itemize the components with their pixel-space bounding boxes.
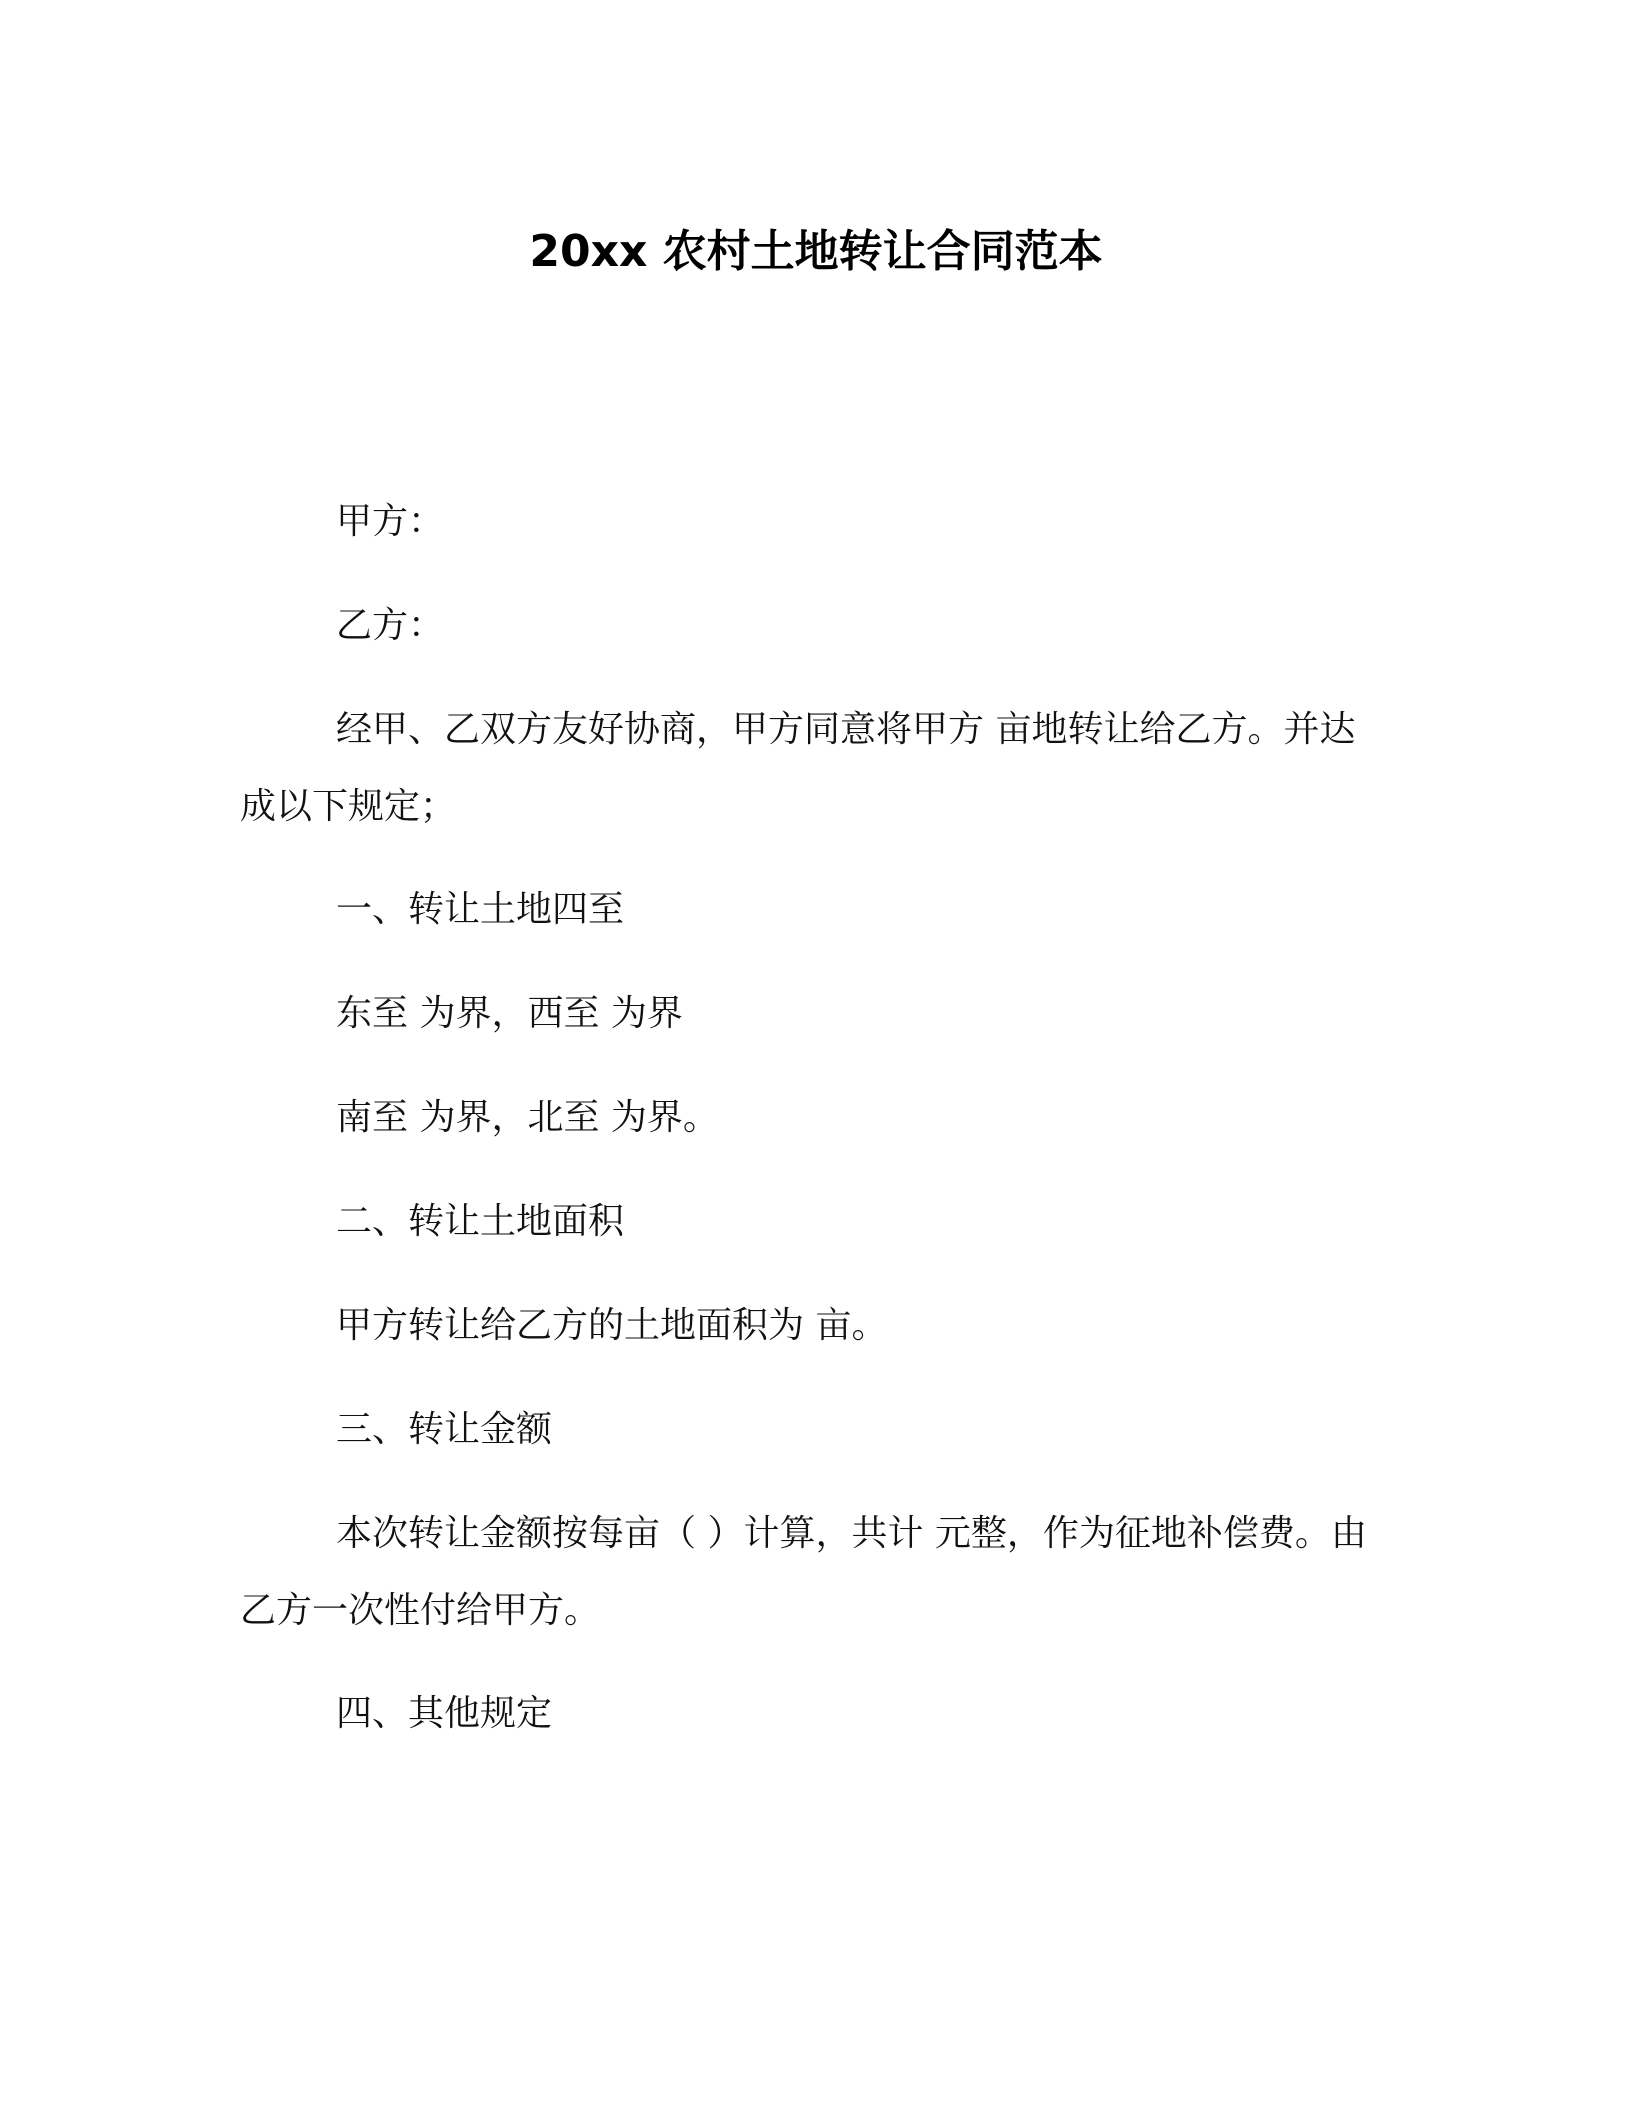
boundary-east-west: 东至 为界，西至 为界 <box>336 993 683 1034</box>
area-paragraph: 甲方转让给乙方的土地面积为 亩。 <box>336 1305 888 1346</box>
agreement-paragraph: 经甲、乙双方友好协商，甲方同意将甲方 亩地转让给乙方。并达成以下规定； <box>240 709 1356 827</box>
amount-paragraph: 本次转让金额按每亩（ ）计算，共计 元整，作为征地补偿费。由乙方一次性付给甲方。 <box>240 1513 1367 1631</box>
section-heading-amount: 三、转让金额 <box>336 1409 553 1450</box>
document-title: 20xx 农村土地转让合同范本 <box>529 226 1103 277</box>
party-b-line: 乙方： <box>336 605 445 646</box>
section-heading-boundaries: 一、转让土地四至 <box>336 889 625 930</box>
section-heading-area: 二、转让土地面积 <box>336 1201 625 1242</box>
section-heading-other: 四、其他规定 <box>336 1693 553 1734</box>
party-a-line: 甲方： <box>336 501 445 542</box>
boundary-south-north: 南至 为界，北至 为界。 <box>336 1097 719 1138</box>
